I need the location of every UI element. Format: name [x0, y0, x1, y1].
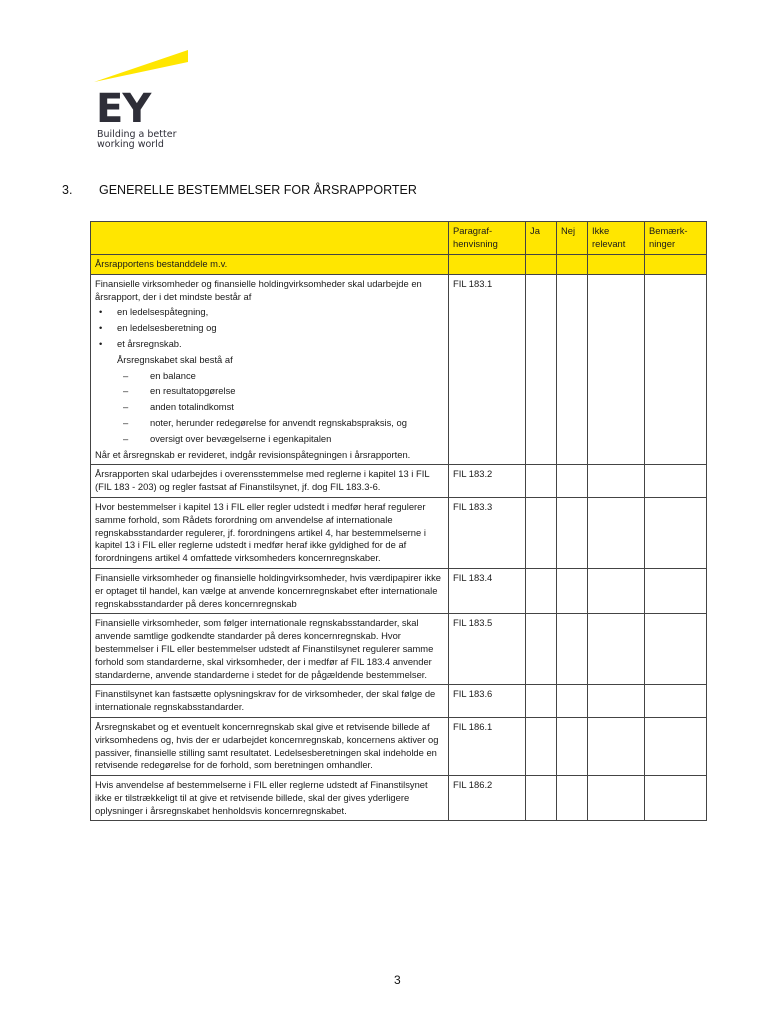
table-row: [91, 717, 707, 775]
not-relevant-cell[interactable]: [588, 465, 645, 498]
ey-logo: [92, 48, 192, 148]
bullet-list: [95, 306, 444, 350]
requirement-text: Finansielle virksomheder, som følger internationale regnskabsstandarder, skal anvende samtlige godkendte standarder på deres koncernregnskab. Hvor bestemmelser i FIL eller bestemmelser udstedt af Finanstilsynet regulerer samme forhold som standarderne, skal virksomheder, der i medfør af FIL 183.4 anvender standarderne, anvende standarderne i stedet for de pågældende bestemmelser.: [91, 614, 449, 685]
no-cell[interactable]: [557, 568, 588, 613]
no-cell[interactable]: [557, 717, 588, 775]
no-cell[interactable]: [557, 776, 588, 821]
dash-list: [95, 370, 444, 446]
no-cell[interactable]: [557, 685, 588, 718]
paragraph-ref: FIL 183.2: [449, 465, 526, 498]
requirement-text: Hvis anvendelse af bestemmelserne i FIL eller reglerne udstedt af Finanstilsynet ikke er tilstrækkeligt til at give et retvisende billede, skal der gives yderligere oplysninger i årsregnskabet henholdsvis koncernregnskabet.: [91, 776, 449, 821]
not-relevant-cell[interactable]: [588, 614, 645, 685]
table-row: [91, 685, 707, 718]
header-yes: Ja: [526, 222, 557, 255]
bullet-item: • en ledelsesberetning og: [95, 322, 444, 335]
no-cell[interactable]: [557, 614, 588, 685]
requirement-text: Årsregnskabet og et eventuelt koncernregnskab skal give et retvisende billede af virksomhedens og, hvis der er udarbejdet koncernregnskab, koncernens aktiver og passiver, finansielle stilling samt resultatet. Ledelsesberetningen skal indeholde en retvisende redegørelse for de forhold, som beretningen omhandler.: [91, 717, 449, 775]
requirement-text: Finanstilsynet kan fastsætte oplysningskrav for de virksomheder, der skal følge de internationale regnskabsstandarder.: [91, 685, 449, 718]
header-not-relevant-line-1: Ikke: [592, 225, 610, 236]
logo-wordmark: EY: [96, 86, 151, 132]
requirement-text: Finansielle virksomheder og finansielle holdingvirksomheder, hvis værdipapirer ikke er optaget til handel, kan vælge at anvende koncernregnskabet efter internationale regnskabsstandarder på deres koncernregnskab: [91, 568, 449, 613]
logo-tagline: [97, 130, 176, 150]
not-relevant-cell[interactable]: [588, 685, 645, 718]
logo-tagline-line-2: working world: [97, 139, 164, 150]
page-number: 3: [394, 973, 401, 987]
remarks-cell[interactable]: [645, 717, 707, 775]
section-number: 3.: [62, 183, 73, 197]
paragraph-ref: FIL 186.2: [449, 776, 526, 821]
no-cell[interactable]: [557, 274, 588, 465]
remarks-cell[interactable]: [645, 497, 707, 568]
group-cell-no: [557, 255, 588, 275]
not-relevant-cell[interactable]: [588, 568, 645, 613]
paragraph-ref: FIL 183.6: [449, 685, 526, 718]
table-row: [91, 465, 707, 498]
logo-beam-icon: [92, 48, 192, 84]
section-heading: [62, 183, 417, 197]
dash-item: – oversigt over bevægelserne i egenkapitalen: [95, 433, 444, 446]
requirement-text: Hvor bestemmelser i kapitel 13 i FIL eller regler udstedt i medfør heraf regulerer samme forhold, som Rådets forordning om anvendelse af internationale regnskabsstandarder regulerer, jf. forordningens artikel 4, har bestemmelserne i kapitel 13 i FIL eller reglerne udstedt i medfør heraf ikke gyldighed for de af forordningens artikel 4 omfattede virksomheders koncernregnskaber.: [91, 497, 449, 568]
requirement-text: Finansielle virksomheder og finansielle holdingvirksomheder skal udarbejde en årsrapport, der i det mindste består af: [95, 277, 422, 302]
remarks-cell[interactable]: [645, 465, 707, 498]
remarks-cell[interactable]: [645, 614, 707, 685]
requirement-cell: [91, 274, 449, 465]
not-relevant-cell[interactable]: [588, 776, 645, 821]
yes-cell[interactable]: [526, 717, 557, 775]
checklist-table: [90, 221, 707, 821]
table-row: [91, 614, 707, 685]
table-row: [91, 274, 707, 465]
yes-cell[interactable]: [526, 685, 557, 718]
group-cell-remarks: [645, 255, 707, 275]
bullet-item: • et årsregnskab.: [95, 338, 444, 351]
not-relevant-cell[interactable]: [588, 717, 645, 775]
section-title: GENERELLE BESTEMMELSER FOR ÅRSRAPPORTER: [99, 183, 417, 197]
header-paragraph-line-2: henvisning: [453, 237, 498, 249]
table-row: [91, 568, 707, 613]
paragraph-ref: FIL 183.4: [449, 568, 526, 613]
remarks-cell[interactable]: [645, 685, 707, 718]
header-remarks-line-2: ninger: [649, 237, 676, 249]
yes-cell[interactable]: [526, 274, 557, 465]
group-cell-yes: [526, 255, 557, 275]
paragraph-ref: FIL 186.1: [449, 717, 526, 775]
table-row: [91, 497, 707, 568]
group-label: Årsrapportens bestanddele m.v.: [91, 255, 449, 275]
header-remarks: [645, 222, 707, 255]
dash-item: – en balance: [95, 370, 444, 383]
yes-cell[interactable]: [526, 465, 557, 498]
requirement-note: Når et årsregnskab er revideret, indgår revisionspåtegningen i årsrapporten.: [95, 448, 411, 460]
header-paragraph: [449, 222, 526, 255]
header-not-relevant: [588, 222, 645, 255]
group-row: [91, 255, 707, 275]
dash-item: – anden totalindkomst: [95, 401, 444, 414]
yes-cell[interactable]: [526, 568, 557, 613]
yes-cell[interactable]: [526, 776, 557, 821]
not-relevant-cell[interactable]: [588, 274, 645, 465]
paragraph-ref: FIL 183.5: [449, 614, 526, 685]
remarks-cell[interactable]: [645, 274, 707, 465]
header-paragraph-line-1: Paragraf-: [453, 225, 493, 236]
header-no: Nej: [557, 222, 588, 255]
not-relevant-cell[interactable]: [588, 497, 645, 568]
remarks-cell[interactable]: [645, 776, 707, 821]
logo-tagline-line-1: Building a better: [97, 129, 177, 140]
bullet-item: • en ledelsespåtegning,: [95, 306, 444, 319]
header-not-relevant-line-2: relevant: [592, 237, 626, 249]
dash-item: – en resultatopgørelse: [95, 385, 444, 398]
no-cell[interactable]: [557, 465, 588, 498]
no-cell[interactable]: [557, 497, 588, 568]
table-row: [91, 776, 707, 821]
group-cell-paragraph: [449, 255, 526, 275]
header-remarks-line-1: Bemærk-: [649, 225, 688, 236]
paragraph-ref: FIL 183.1: [449, 274, 526, 465]
requirement-text: Årsrapporten skal udarbejdes i overensstemmelse med reglerne i kapitel 13 i FIL (FIL 183 - 203) og regler fastsat af Finanstilsynet, jf. dog FIL 183.3-6.: [91, 465, 449, 498]
paragraph-ref: FIL 183.3: [449, 497, 526, 568]
sub-heading: Årsregnskabet skal bestå af: [117, 353, 233, 365]
yes-cell[interactable]: [526, 497, 557, 568]
remarks-cell[interactable]: [645, 568, 707, 613]
header-requirement: [91, 222, 449, 255]
group-cell-not-relevant: [588, 255, 645, 275]
dash-item: – noter, herunder redegørelse for anvendt regnskabspraksis, og: [95, 417, 444, 430]
table-header-row: [91, 222, 707, 255]
yes-cell[interactable]: [526, 614, 557, 685]
